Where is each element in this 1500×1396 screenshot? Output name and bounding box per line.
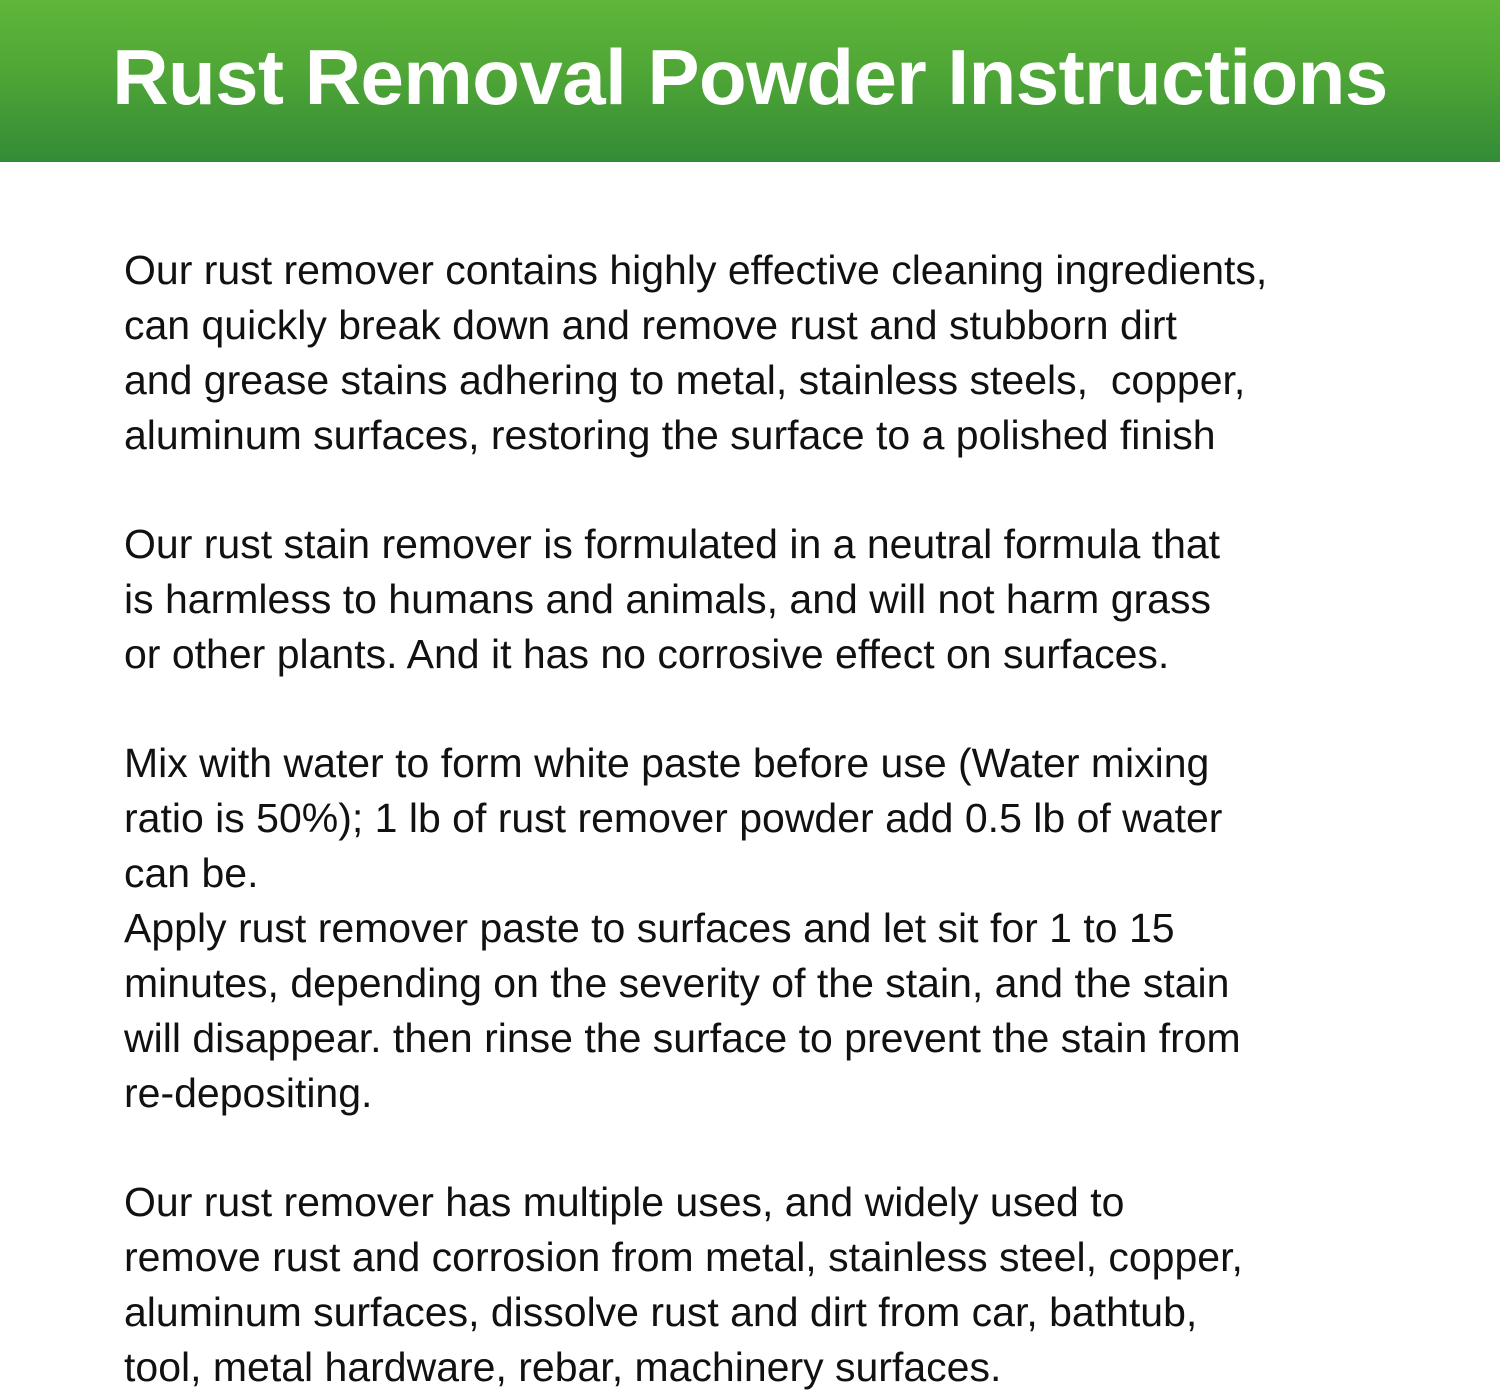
paragraph-line: can be. <box>124 850 259 896</box>
header-banner <box>0 0 1500 162</box>
paragraph-line: or other plants. And it has no corrosive effect on surfaces. <box>124 631 1170 677</box>
paragraph-line: minutes, depending on the severity of the stain, and the stain <box>124 960 1230 1006</box>
paragraph-line: ratio is 50%); 1 lb of rust remover powder add 0.5 lb of water <box>124 795 1223 841</box>
paragraph-line: remove rust and corrosion from metal, stainless steel, copper, <box>124 1234 1243 1280</box>
paragraph-line: Mix with water to form white paste before use (Water mixing <box>124 740 1210 786</box>
page-title: Rust Removal Powder Instructions <box>112 32 1388 121</box>
paragraph-line: re-depositing. <box>124 1070 373 1116</box>
paragraph-line: aluminum surfaces, dissolve rust and dirt from car, bathtub, <box>124 1289 1198 1335</box>
paragraph-line: Apply rust remover paste to surfaces and let sit for 1 to 15 <box>124 905 1175 951</box>
paragraph-line: Our rust remover contains highly effective cleaning ingredients, <box>124 247 1268 293</box>
paragraph-line: Our rust remover has multiple uses, and widely used to <box>124 1179 1125 1225</box>
paragraph-usage <box>124 736 1424 1121</box>
paragraph-ingredients <box>124 243 1424 463</box>
paragraph-line: will disappear. then rinse the surface to prevent the stain from <box>124 1015 1241 1061</box>
paragraph-applications <box>124 1175 1424 1395</box>
paragraph-line: aluminum surfaces, restoring the surface to a polished finish <box>124 412 1216 458</box>
paragraph-line: and grease stains adhering to metal, stainless steels, copper, <box>124 357 1246 403</box>
paragraph-line: Our rust stain remover is formulated in a neutral formula that <box>124 521 1221 567</box>
paragraph-line: tool, metal hardware, rebar, machinery surfaces. <box>124 1344 1002 1390</box>
paragraph-line: can quickly break down and remove rust and stubborn dirt <box>124 302 1177 348</box>
paragraph-safety <box>124 517 1424 682</box>
paragraph-line: is harmless to humans and animals, and will not harm grass <box>124 576 1211 622</box>
